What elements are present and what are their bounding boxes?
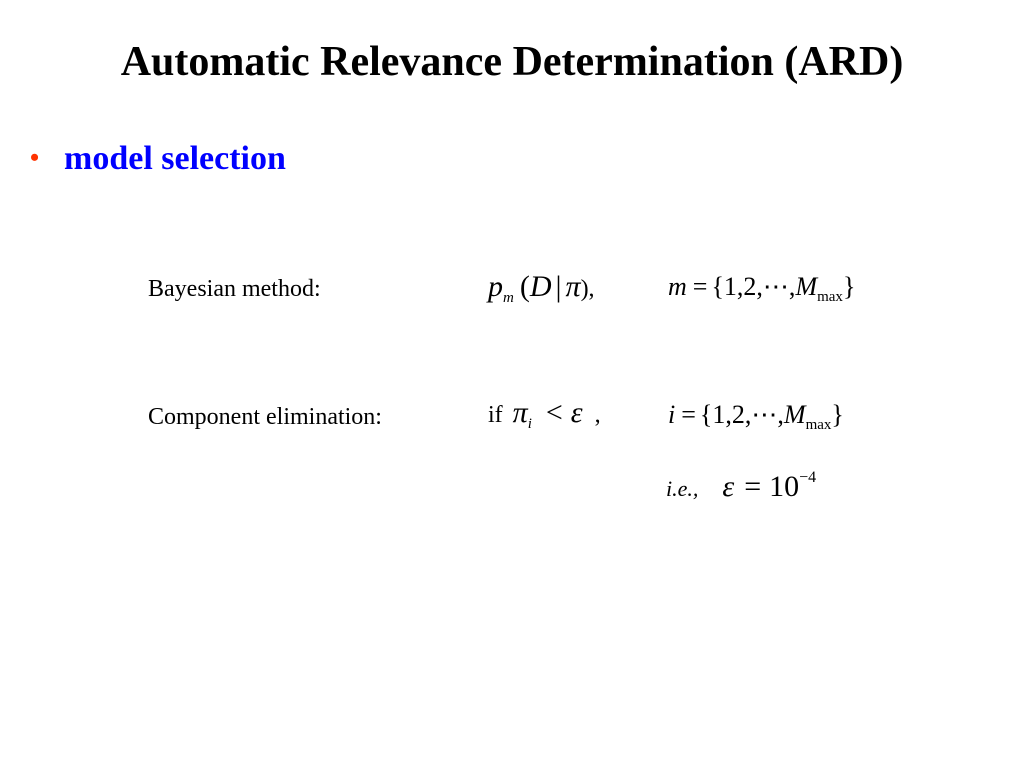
bayesian-method-label: Bayesian method: <box>148 276 321 302</box>
less-than-sign: < <box>545 396 563 429</box>
slide-title: Automatic Relevance Determination (ARD) <box>120 39 904 85</box>
pi-symbol: π <box>512 396 528 429</box>
equals-sign: = <box>681 400 696 429</box>
bullet-text: model selection <box>64 140 286 177</box>
if-word: if <box>488 402 503 428</box>
max-subscript: max <box>817 289 843 305</box>
bayesian-likelihood-formula <box>488 270 595 309</box>
pi-subscript: i <box>527 416 532 432</box>
comma: , <box>594 402 601 428</box>
ten-base: 10 <box>769 470 800 503</box>
set-open: {1,2,⋯, <box>711 272 796 301</box>
pi-symbol: π <box>565 270 581 303</box>
p-symbol: p <box>488 270 503 303</box>
elimination-condition-formula <box>488 396 601 435</box>
paren-open: ( <box>519 270 530 303</box>
paren-close: ), <box>580 276 595 302</box>
d-symbol: D <box>529 270 552 303</box>
ie-abbrev: i.e., <box>666 476 699 501</box>
m-max-symbol: M <box>795 272 818 301</box>
exponent: −4 <box>799 469 817 486</box>
bullet-item <box>30 136 286 181</box>
set-open: {1,2,⋯, <box>699 400 784 429</box>
i-range-formula <box>668 398 844 436</box>
epsilon-symbol: ε <box>722 470 735 503</box>
m-symbol: m <box>668 272 687 301</box>
m-max-symbol: M <box>783 400 806 429</box>
epsilon-value-formula <box>666 470 816 509</box>
given-bar: | <box>555 270 562 303</box>
set-close: } <box>831 400 844 429</box>
equals-sign: = <box>744 470 762 503</box>
m-range-formula <box>668 270 855 308</box>
equals-sign: = <box>692 272 708 301</box>
bullet-marker: • <box>30 143 40 172</box>
epsilon-symbol: ε <box>570 396 583 429</box>
p-subscript: m <box>503 290 514 306</box>
set-close: } <box>842 272 856 301</box>
component-elimination-label: Component elimination: <box>148 404 382 430</box>
max-subscript: max <box>805 417 832 433</box>
i-symbol: i <box>668 400 676 429</box>
